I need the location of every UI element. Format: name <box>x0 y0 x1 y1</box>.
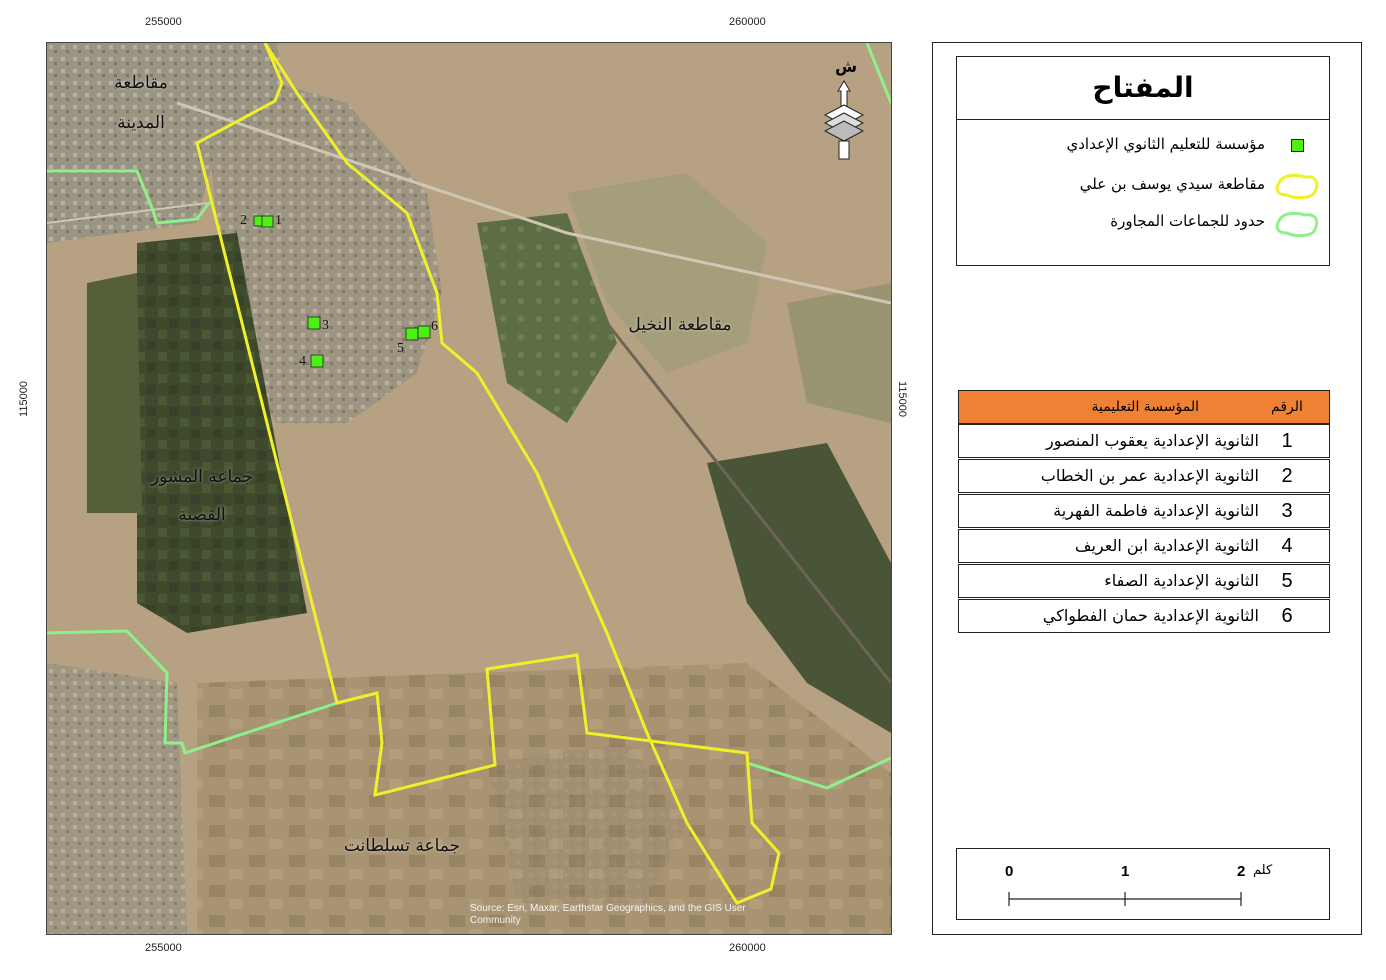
scale-bar-line <box>1005 889 1255 909</box>
label-tasltant: جماعة تسلطانت <box>343 836 461 856</box>
legend-green-outline-icon <box>1273 209 1321 239</box>
school-number-6: 6 <box>431 319 438 334</box>
coord-top-255000: 255000 <box>145 16 182 28</box>
coord-bottom-260000: 260000 <box>729 942 766 954</box>
legend-item-school-label: مؤسسة للتعليم الثانوي الإعدادي <box>1066 135 1265 153</box>
legend-item-neighbor-label: حدود للجماعات المجاورة <box>1110 212 1265 230</box>
school-marker-3[interactable] <box>308 317 320 329</box>
table-row-number: 6 <box>1281 605 1293 627</box>
north-label: ش <box>835 57 858 76</box>
school-marker-6[interactable] <box>418 326 430 338</box>
label-nakhil: مقاطعة النخيل <box>628 315 732 335</box>
table-row <box>958 424 1330 458</box>
coord-top-260000: 260000 <box>729 16 766 28</box>
label-mechouar-line1: جماعة المشور <box>150 467 254 487</box>
table-header-number: الرقم <box>1271 399 1303 415</box>
table-row-name: الثانوية الإعدادية حمان الفطواكي <box>1042 606 1259 625</box>
map-attribution <box>470 903 870 927</box>
table-row <box>958 564 1330 598</box>
table-header-name: المؤسسة التعليمية <box>1091 399 1199 415</box>
legend-yellow-outline-icon <box>1273 171 1321 201</box>
legend-school-square-icon <box>1291 139 1304 152</box>
table-row-name: الثانوية الإعدادية ابن العريف <box>1074 536 1259 555</box>
coord-right-115000: 115000 <box>895 381 908 417</box>
coord-left-115000: 115000 <box>17 381 30 417</box>
table-row <box>958 599 1330 633</box>
school-marker-4[interactable] <box>311 355 323 367</box>
attribution-line1: Source: Esri, Maxar, Earthstar Geographics, and the GIS User <box>470 903 746 914</box>
label-mechouar-line2: القصبة <box>178 505 226 525</box>
school-number-2: 2 <box>240 213 247 228</box>
school-marker-5[interactable] <box>406 328 418 340</box>
legend-item-commune-label: مقاطعة سيدي يوسف بن علي <box>1079 175 1265 193</box>
scale-unit: كلم <box>1253 863 1273 878</box>
school-marker-1[interactable] <box>262 216 273 227</box>
table-row-number: 3 <box>1281 500 1293 522</box>
school-number-3: 3 <box>322 318 329 333</box>
school-number-4: 4 <box>299 354 306 369</box>
table-row-number: 5 <box>1281 570 1293 592</box>
scale-bar <box>956 848 1330 920</box>
scale-label-0: 0 <box>1005 863 1014 880</box>
table-row-name: الثانوية الإعدادية يعقوب المنصور <box>1045 431 1259 450</box>
table-row-number: 4 <box>1281 535 1293 557</box>
map-frame[interactable] <box>46 42 892 935</box>
scale-label-2: 2 <box>1237 863 1246 880</box>
table-row-name: الثانوية الإعدادية عمر بن الخطاب <box>1040 466 1259 485</box>
legend-title: المفتاح <box>957 57 1329 120</box>
label-madina-line2: المدينة <box>117 113 165 133</box>
table-row-name: الثانوية الإعدادية الصفاء <box>1104 571 1259 590</box>
scale-label-1: 1 <box>1121 863 1130 880</box>
table-row <box>958 529 1330 563</box>
table-header <box>958 390 1330 424</box>
school-number-1: 1 <box>275 213 282 228</box>
label-madina-line1: مقاطعة <box>114 73 168 93</box>
attribution-line2: Community <box>470 915 521 926</box>
map-imagery <box>47 43 891 934</box>
coord-bottom-255000: 255000 <box>145 942 182 954</box>
table-row <box>958 459 1330 493</box>
table-row-number: 1 <box>1281 430 1293 452</box>
legend <box>956 56 1330 266</box>
table-row <box>958 494 1330 528</box>
table-row-name: الثانوية الإعدادية فاطمة الفهرية <box>1053 501 1259 520</box>
school-number-5: 5 <box>397 341 404 356</box>
table-row-number: 2 <box>1281 465 1293 487</box>
